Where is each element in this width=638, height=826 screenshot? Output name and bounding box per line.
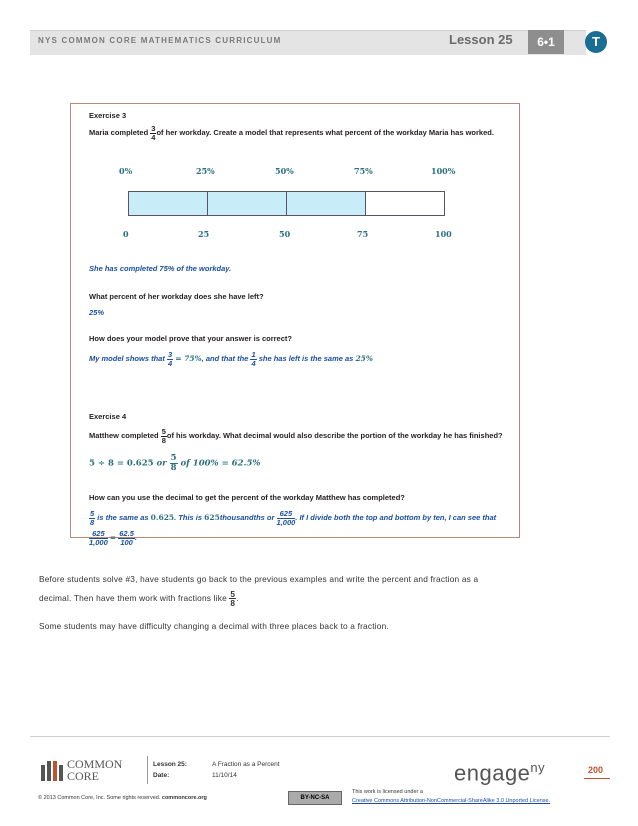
number-label: 25: [198, 229, 210, 239]
exercise3-prompt: Maria completed $\frac{3}{4}$ of her workday. Create a model that represents what percent of the workday Maria has worked.: [89, 124, 494, 142]
fraction: $\frac{5}{8}$: [230, 589, 236, 609]
fraction: $\frac{625}{1,000}$: [89, 529, 108, 547]
fraction-three-quarters: $\frac{3}{4}$: [151, 124, 156, 142]
license-line1: This work is licensed under a: [352, 789, 423, 795]
percent-label: 100%: [431, 166, 456, 176]
footer-date-value: 11/10/14: [212, 772, 237, 779]
number-label: 0: [123, 229, 129, 239]
exercise4-prompt: Matthew completed $\frac{5}{8}$ of his workday. What decimal would also describe the portion of the workday he has finished?: [89, 427, 503, 445]
exercise3-question2: What percent of her workday does she have left?: [89, 292, 264, 301]
exercise3-answer1: She has completed 75% of the workday.: [89, 264, 232, 273]
curriculum-title: NYS COMMON CORE MATHEMATICS CURRICULUM: [38, 36, 282, 45]
module-label: 6•1: [528, 30, 564, 54]
footer-divider: [30, 736, 610, 737]
lesson-label: Lesson 25: [449, 32, 513, 47]
license-link[interactable]: Creative Commons Attribution-NonCommercial-ShareAlike 3.0 Unported License.: [352, 798, 551, 804]
footer-separator: [147, 756, 148, 784]
number-label: 75: [357, 229, 369, 239]
percent-label: 75%: [354, 166, 373, 176]
bar-segment-filled: [286, 191, 366, 216]
footer-lesson-value: A Fraction as a Percent: [212, 761, 280, 768]
exercise3-answer2: 25%: [89, 308, 105, 317]
footer-lesson-label: Lesson 25:: [153, 761, 187, 768]
exercise4-question2: How can you use the decimal to get the percent of the workday Matthew has completed?: [89, 493, 405, 502]
exercise4-calculation: 5 ÷ 8 = 0.625 or $\frac{5}{8}$ of 100% = 62.5%: [89, 453, 261, 473]
bar-segment-empty: [365, 191, 445, 216]
copyright: © 2013 Common Core, Inc. Some rights reserved. commoncore.org: [38, 795, 207, 801]
bar-segment-filled: [128, 191, 208, 216]
number-label: 50: [279, 229, 291, 239]
fraction: $\frac{5}{8}$: [170, 453, 177, 473]
common-core-logo-icon: [41, 761, 65, 786]
percent-label: 0%: [119, 166, 133, 176]
bar-segment-filled: [207, 191, 287, 216]
fraction: $\frac{5}{8}$: [90, 509, 95, 527]
footer-date-label: Date:: [153, 772, 170, 779]
fraction: $\frac{62.5}{100}$: [119, 529, 134, 547]
exercise4-answer-line1: $\frac{5}{8}$ is the same as 0.625. This is 625thousandths or $\frac{625}{1,000}$ . If I divide both the top and bottom by ten, I can see that: [90, 509, 497, 527]
exercise3-question3: How does your model prove that your answer is correct?: [89, 334, 292, 343]
creative-commons-badge-icon: BY-NC-SA: [288, 791, 342, 805]
page-number-underline: [584, 778, 610, 779]
exercise4-answer-line2: $\frac{625}{1,000}$ = $\frac{62.5}{100}$ .: [89, 529, 137, 547]
body-paragraph-2: Some students may have difficulty changing a decimal with three places back to a fraction.: [39, 621, 389, 631]
fraction: $\frac{625}{1,000}$: [276, 509, 296, 527]
page-number: 200: [588, 765, 604, 775]
body-paragraph-1b: decimal. Then have them work with fractions like $\frac{5}{8}$ .: [39, 589, 239, 609]
fraction: $\frac{3}{4}$: [167, 350, 173, 368]
percent-label: 50%: [275, 166, 294, 176]
common-core-logo-text: COMMON CORE: [67, 757, 123, 783]
body-paragraph-1a: Before students solve #3, have students go back to the previous examples and write the percent and fraction as a: [39, 574, 479, 584]
teacher-badge-icon: T: [585, 31, 607, 53]
engageny-logo: engage$^{ny}$: [454, 760, 546, 786]
percent-label: 25%: [196, 166, 215, 176]
fraction-five-eighths: $\frac{5}{8}$: [161, 427, 166, 445]
exercise3-answer3: My model shows that $\frac{3}{4}$ = 75%, and that the $\frac{1}{4}$ she has left is the same as 25%: [89, 350, 374, 368]
fraction: $\frac{1}{4}$: [251, 350, 256, 368]
exercise4-title: Exercise 4: [89, 412, 127, 421]
number-label: 100: [435, 229, 452, 239]
exercise3-title: Exercise 3: [89, 111, 127, 120]
